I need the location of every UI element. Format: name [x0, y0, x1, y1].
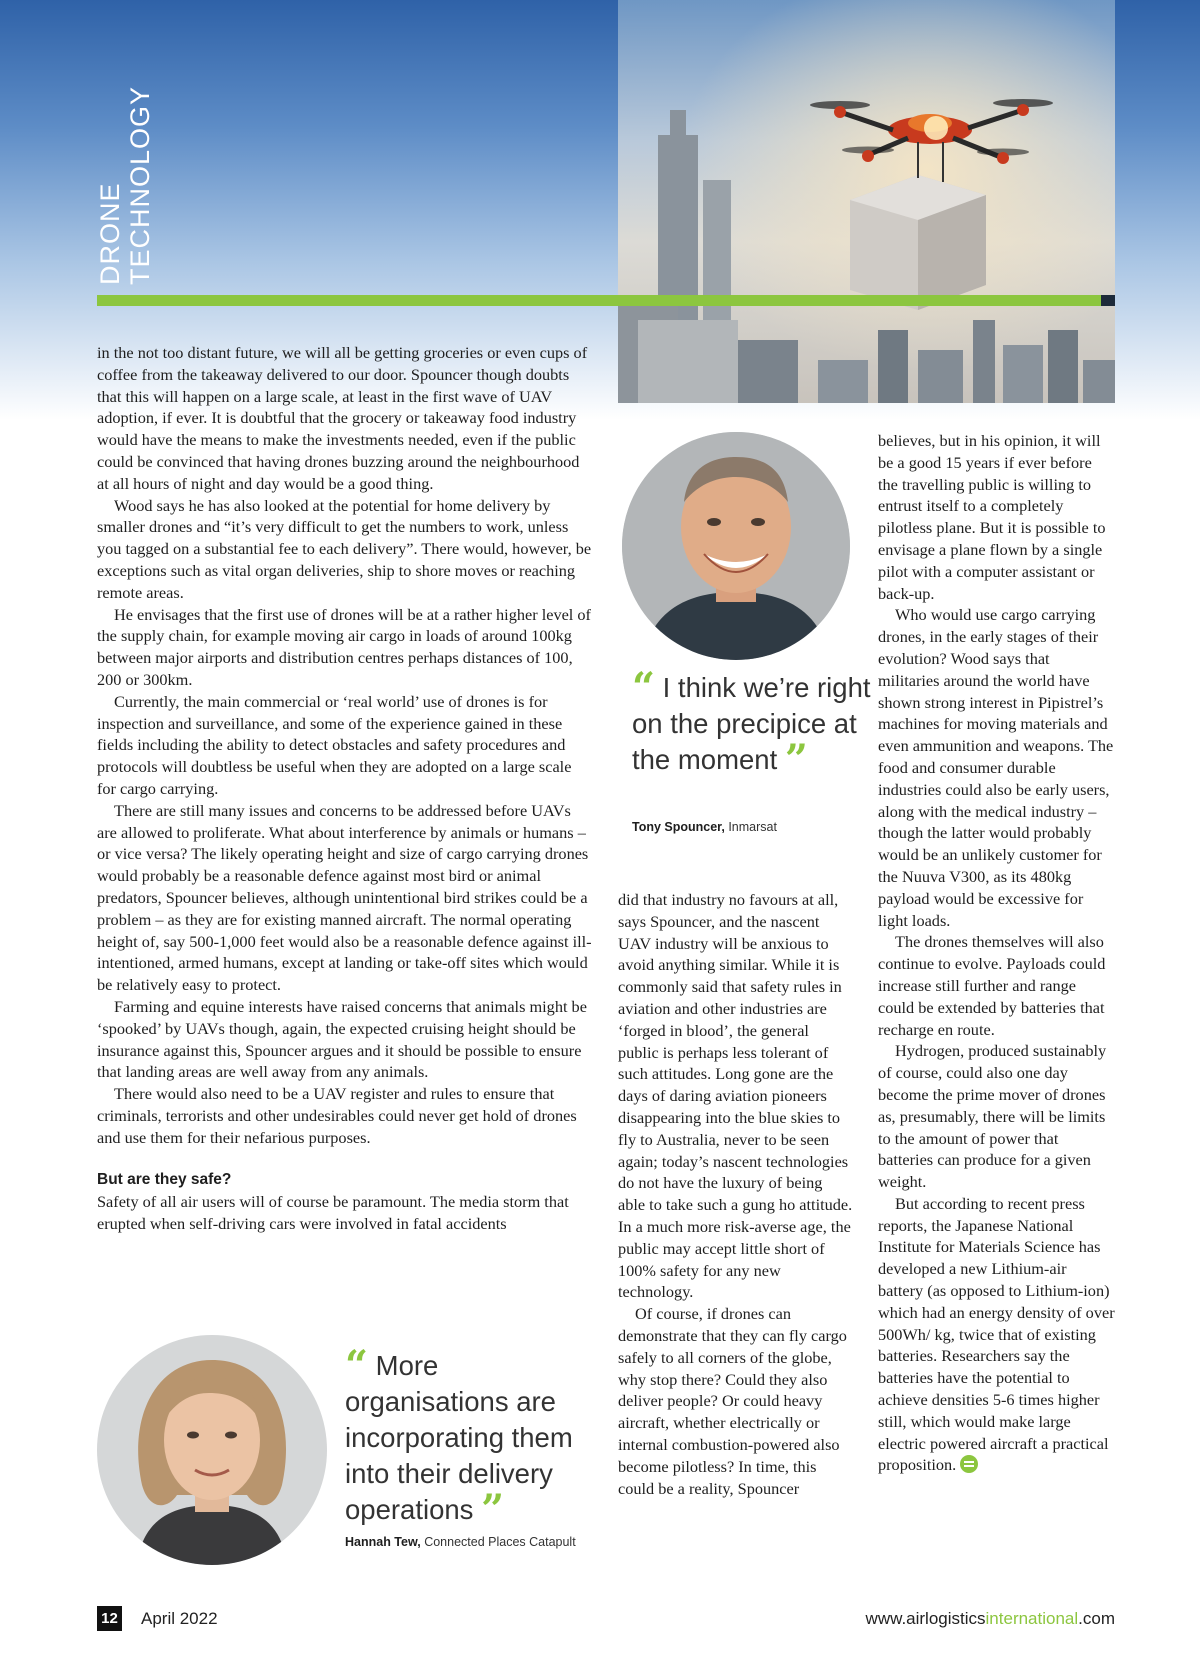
page-number: 12: [97, 1606, 122, 1631]
close-quote-icon: ”: [481, 1486, 505, 1533]
hero-image-drone-delivering-box: [618, 0, 1115, 403]
paragraph: Currently, the main commercial or ‘real world’ use of drones is for inspection and surveillance, and some of the experience gained in these fields including the ability to detect obstacles and safety procedures and protocols will doubtless be useful when they are adopted on a large scale for cargo carrying.: [97, 691, 572, 798]
paragraph: Farming and equine interests have raised concerns that animals might be ‘spooked’ by UAVs though, again, the expected cruising height should be insurance against this, Spouncer argues and it should be possible to ensure that landing areas are well away from any animals.: [97, 996, 587, 1082]
paragraph: The drones themselves will also continue to evolve. Payloads could increase still further and range could be extended by batteries that recharge en route.: [878, 932, 1106, 1039]
attribution-name: Tony Spouncer,: [632, 820, 725, 834]
paragraph: in the not too distant future, we will all be getting groceries or even cups of coffee from the takeaway delivered to our door. Spouncer though doubts that this will happen on a large scale, at least in the first wave of UAV adoption, if ever. It is doubtful that the grocery or takeaway food industry would have the means to make the investments needed, even if the public could be convinced that having drones buzzing around the neighbourhood at all hours of night and day would be a good thing.: [97, 343, 588, 493]
open-quote-icon: “: [632, 664, 656, 711]
attribution-name: Hannah Tew,: [345, 1535, 421, 1549]
quote-attribution-spouncer: [632, 820, 777, 834]
paragraph: Hydrogen, produced sustainably of course, could also one day become the prime mover of drones as, presumably, there will be limits to the amount of power that batteries can produce for a given weight.: [878, 1041, 1107, 1192]
divider-cap: [1101, 295, 1115, 306]
paragraph: believes, but in his opinion, it will be a good 15 years if ever before the travelling public is willing to entrust itself to a completely pilotless plane. But it is possible to envisage a plane flown by a single pilot with a computer assistant or back-up.: [878, 431, 1106, 603]
close-quote-icon: ”: [784, 736, 808, 783]
article-column-right: [878, 430, 1115, 1476]
open-quote-icon: “: [345, 1342, 369, 1389]
pull-quote-tew: [345, 1342, 600, 1533]
paragraph: Safety of all air users will of course be paramount. The media storm that erupted when self-driving cars were involved in fatal accidents: [97, 1192, 569, 1234]
quote-attribution-tew: [345, 1535, 576, 1549]
url-part: .com: [1078, 1609, 1115, 1628]
url-part: www.airlogistics: [865, 1609, 986, 1628]
attribution-org: Inmarsat: [728, 820, 777, 834]
pull-quote-spouncer: [632, 664, 872, 783]
paragraph: did that industry no favours at all, says Spouncer, and the nascent UAV industry will be anxious to avoid anything similar. While it is commonly said that safety rules in aviation and other industries are ‘forged in blood’, the general public is perhaps less tolerant of such attitudes. Long gone are the days of daring aviation pioneers disappearing into the blue skies to fly to Australia, never to be seen again; today’s nascent technologies do not have the luxury of being able to take such a gung ho attitude. In a much more risk-averse age, the public may accept little short of 100% safety for any new technology.: [618, 890, 853, 1302]
pull-quote-text: More organisations are incorporating them into their delivery operations: [345, 1350, 573, 1525]
pull-quote-text: I think we’re right on the precipice at the moment: [632, 672, 871, 775]
website-url[interactable]: [866, 1606, 1115, 1631]
subheading: But are they safe?: [97, 1171, 232, 1189]
attribution-org: Connected Places Catapult: [424, 1535, 576, 1549]
paragraph: There are still many issues and concerns to be addressed before UAVs are allowed to proliferate. What about interference by animals or humans – or vice versa? The likely operating height and size of cargo carrying drones would probably be a reasonable defence against most bird or animal predators, Spouncer believes, although unintentional bird strikes could be a problem – as they are for existing manned aircraft. The normal operating height of, say 500-1,000 feet would also be a reasonable defence against ill-intentioned, armed humans, except at landing or take-off sites which would be relatively easy to protect.: [97, 800, 592, 995]
section-label-line2: TECHNOLOGY: [125, 85, 155, 285]
issue-date: April 2022: [141, 1609, 218, 1628]
paragraph: Wood says he has also looked at the potential for home delivery by smaller drones and “it’s very difficult to get the numbers to work, unless you tagged on a substantial fee to each delivery”. There would, however, be exceptions such as vital organ deliveries, ship to shore moves or reaching remote areas.: [97, 495, 592, 602]
end-of-article-icon: [960, 1455, 978, 1473]
portrait-hannah-tew: [97, 1335, 327, 1565]
paragraph: There would also need to be a UAV register and rules to ensure that criminals, terrorists and other undesirables could never get hold of drones and use them for their nefarious purposes.: [97, 1084, 577, 1147]
portrait-tony-spouncer: [622, 432, 850, 660]
green-divider: [97, 295, 1101, 306]
section-label-line1: DRONE: [95, 182, 125, 285]
section-label: [95, 86, 155, 285]
paragraph: Of course, if drones can demonstrate that they can fly cargo safely to all corners of the globe, why stop there? Could they also deliver people? Or could heavy aircraft, whether electrically or internal combustion-powered also become pilotless? In time, this could be a reality, Spouncer: [618, 1304, 847, 1498]
article-column-left: [97, 342, 594, 1235]
paragraph: Who would use cargo carrying drones, in the early stages of their evolution? Wood says that militaries around the world have shown strong interest in Pipistrel’s machines for moving materials and even ammunition and weapons. The food and consumer durable industries could also be early users, along with the medical industry – though the latter would probably would be an unlikely customer for the Nuuva V300, as its 480kg payload would be excessive for light loads.: [878, 605, 1114, 930]
url-part-accent: international: [985, 1609, 1079, 1628]
paragraph: He envisages that the first use of drones will be at a rather higher level of the supply chain, for example moving air cargo in loads of around 100kg between major airports and distribution centres perhaps distances of 100, 200 or 300km.: [97, 604, 591, 689]
paragraph: But according to recent press reports, the Japanese National Institute for Materials Science has developed a new Lithium-air battery (as opposed to Lithium-ion) which had an energy density of over 500Wh/ kg, twice that of existing batteries. Researchers say the batteries have the potential to achieve densities 5-6 times higher still, which would make large electric powered aircraft a practical proposition.: [878, 1193, 1115, 1475]
article-column-middle: [618, 889, 853, 1499]
